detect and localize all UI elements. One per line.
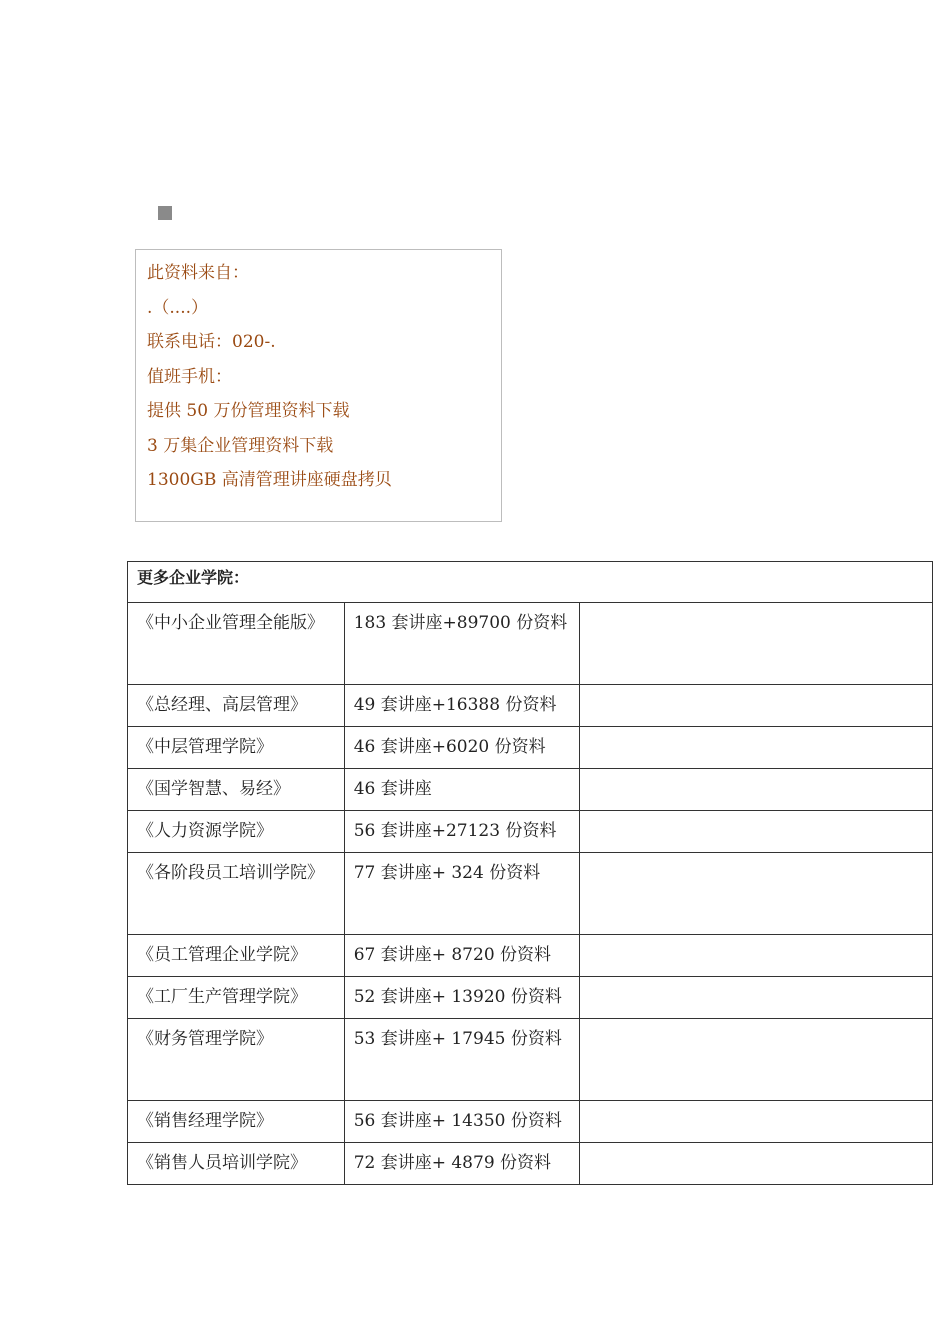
info-box xyxy=(135,249,502,522)
info-phone: 联系电话：020-. xyxy=(147,332,276,352)
table-row xyxy=(128,685,933,727)
table-row xyxy=(128,727,933,769)
academy-desc: 46 套讲座 xyxy=(344,769,580,811)
academy-desc: 67 套讲座+ 8720 份资料 xyxy=(344,935,580,977)
academy-desc: 53 套讲座+ 17945 份资料 xyxy=(344,1019,580,1101)
academy-name: 《员工管理企业学院》 xyxy=(128,935,345,977)
academy-desc: 183 套讲座+89700 份资料 xyxy=(344,603,580,685)
academy-desc: 52 套讲座+ 13920 份资料 xyxy=(344,977,580,1019)
academy-desc: 72 套讲座+ 4879 份资料 xyxy=(344,1143,580,1185)
table-row xyxy=(128,769,933,811)
academy-name: 《国学智慧、易经》 xyxy=(128,769,345,811)
academy-extra xyxy=(580,1143,933,1185)
table-row xyxy=(128,853,933,935)
academy-extra xyxy=(580,935,933,977)
academy-extra xyxy=(580,1101,933,1143)
academy-extra xyxy=(580,603,933,685)
academy-name: 《总经理、高层管理》 xyxy=(128,685,345,727)
table-row xyxy=(128,977,933,1019)
academy-extra xyxy=(580,977,933,1019)
table-row xyxy=(128,1143,933,1185)
academy-desc: 46 套讲座+6020 份资料 xyxy=(344,727,580,769)
academy-table xyxy=(127,561,933,1185)
table-title: 更多企业学院： xyxy=(128,562,933,603)
academy-desc: 49 套讲座+16388 份资料 xyxy=(344,685,580,727)
academy-name: 《中小企业管理全能版》 xyxy=(128,603,345,685)
table-row xyxy=(128,811,933,853)
academy-desc: 56 套讲座+27123 份资料 xyxy=(344,811,580,853)
info-mobile: 值班手机： xyxy=(147,366,232,387)
info-offer-3: 1300GB 高清管理讲座硬盘拷贝 xyxy=(147,470,392,490)
table-row xyxy=(128,603,933,685)
info-source-label: 此资料来自： xyxy=(147,263,249,283)
academy-name: 《财务管理学院》 xyxy=(128,1019,345,1101)
academy-extra xyxy=(580,811,933,853)
academy-extra xyxy=(580,769,933,811)
info-offer-1: 提供 50 万份管理资料下载 xyxy=(147,401,350,421)
academy-name: 《各阶段员工培训学院》 xyxy=(128,853,345,935)
academy-extra xyxy=(580,727,933,769)
academy-name: 《工厂生产管理学院》 xyxy=(128,977,345,1019)
academy-name: 《销售人员培训学院》 xyxy=(128,1143,345,1185)
academy-extra xyxy=(580,685,933,727)
info-offer-2: 3 万集企业管理资料下载 xyxy=(147,435,334,456)
table-row xyxy=(128,935,933,977)
square-bullet-icon xyxy=(158,206,172,220)
table-row xyxy=(128,1101,933,1143)
table-row xyxy=(128,1019,933,1101)
academy-desc: 77 套讲座+ 324 份资料 xyxy=(344,853,580,935)
academy-name: 《销售经理学院》 xyxy=(128,1101,345,1143)
academy-extra xyxy=(580,853,933,935)
academy-name: 《中层管理学院》 xyxy=(128,727,345,769)
academy-extra xyxy=(580,1019,933,1101)
info-source-value: .（....） xyxy=(147,297,209,318)
academy-desc: 56 套讲座+ 14350 份资料 xyxy=(344,1101,580,1143)
academy-name: 《人力资源学院》 xyxy=(128,811,345,853)
